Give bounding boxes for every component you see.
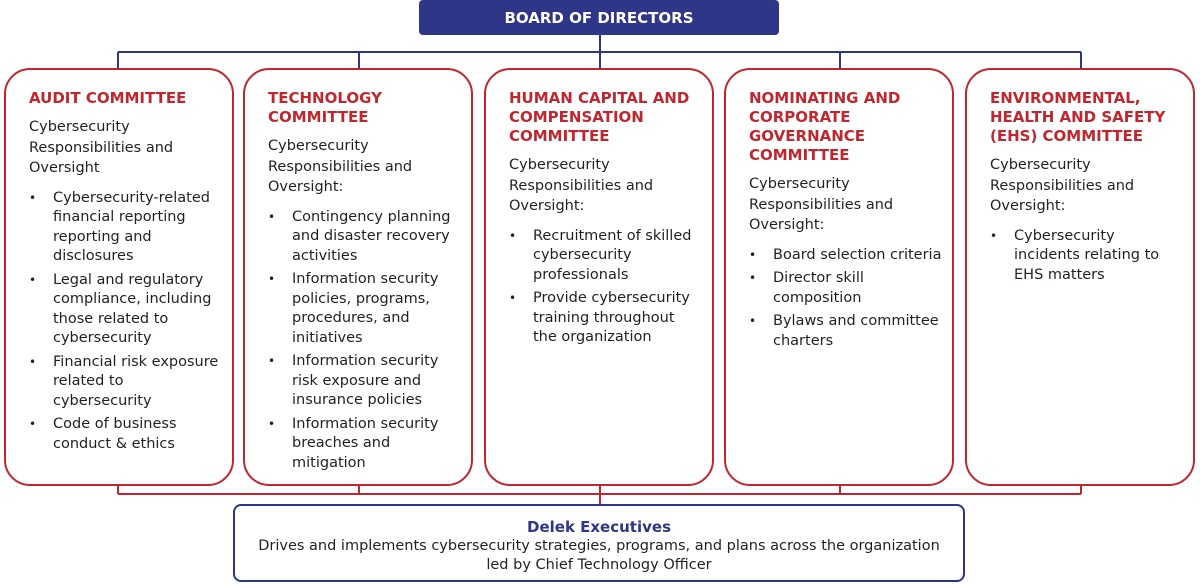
responsibility-item — [749, 246, 942, 266]
responsibility-item — [29, 271, 222, 349]
responsibility-item — [268, 270, 461, 348]
responsibility-item — [749, 312, 942, 351]
responsibility-item — [749, 269, 942, 308]
committee-intro: Cybersecurity Responsibilities and Oversight — [29, 119, 174, 176]
executives-description: Drives and implements cybersecurity strategies, programs, and plans across the organization led by Chief Technology Officer — [258, 538, 940, 573]
committee-intro: Cybersecurity Responsibilities and Oversight: — [509, 157, 654, 214]
board-label: BOARD OF DIRECTORS — [504, 8, 694, 27]
responsibility-item — [268, 415, 461, 474]
responsibility-item — [268, 352, 461, 411]
delek-executives-box — [233, 504, 965, 582]
board-of-directors-box — [419, 0, 779, 35]
bullet-icon: • — [749, 314, 757, 328]
responsibility-text: Information security breaches and mitigation — [292, 415, 439, 471]
responsibility-item — [990, 227, 1183, 286]
responsibility-item — [29, 353, 222, 412]
responsibility-text: Provide cybersecurity training throughout the organization — [533, 290, 690, 345]
responsibility-text: Financial risk exposure related to cybersecurity — [53, 353, 219, 409]
responsibility-text: Information security risk exposure and insurance policies — [292, 353, 439, 408]
committee-title: NOMINATING AND CORPORATE GOVERNANCE COMMITTEE — [749, 89, 901, 164]
audit-committee-box — [4, 68, 234, 486]
bullet-icon: • — [29, 190, 37, 205]
ehs-committee-box — [965, 68, 1195, 486]
responsibility-text: Cybersecurity-related financial reporting reporting and disclosures — [53, 189, 210, 264]
committee-intro: Cybersecurity Responsibilities and Oversight: — [268, 138, 413, 195]
committee-title: TECHNOLOGY COMMITTEE — [268, 89, 382, 126]
responsibility-item — [29, 415, 222, 454]
responsibility-item — [509, 227, 702, 286]
bullet-icon: • — [29, 354, 37, 369]
bullet-icon: • — [268, 416, 276, 431]
committee-intro: Cybersecurity Responsibilities and Oversight: — [749, 176, 894, 233]
responsibility-item — [29, 189, 222, 267]
responsibility-text: Board selection criteria — [773, 246, 942, 263]
responsibility-text: Director skill composition — [773, 270, 864, 306]
responsibility-list — [268, 208, 461, 474]
responsibility-item — [509, 289, 702, 348]
committee-title: HUMAN CAPITAL AND COMPENSATION COMMITTEE — [509, 89, 690, 145]
bullet-icon: • — [990, 228, 998, 243]
bullet-icon: • — [29, 272, 37, 287]
committee-title: ENVIRONMENTAL, HEALTH AND SAFETY (EHS) COMMITTEE — [990, 89, 1166, 145]
human-capital-committee-box — [484, 68, 714, 486]
technology-committee-box — [243, 68, 473, 486]
responsibility-item — [268, 208, 461, 267]
nominating-governance-committee-box — [724, 68, 954, 486]
responsibility-text: Bylaws and committee charters — [773, 313, 939, 349]
bullet-icon: • — [268, 209, 276, 224]
bullet-icon: • — [268, 272, 276, 286]
bullet-icon: • — [509, 228, 517, 243]
responsibility-text: Legal and regulatory compliance, including those related to cybersecurity — [53, 271, 212, 346]
responsibility-text: Contingency planning and disaster recovery activities — [292, 208, 451, 264]
bullet-icon: • — [509, 291, 517, 305]
responsibility-text: Information security policies, programs, procedures, and initiatives — [292, 271, 439, 346]
responsibility-list — [29, 189, 222, 455]
bullet-icon: • — [268, 354, 276, 368]
responsibility-text: Recruitment of skilled cybersecurity professionals — [533, 227, 692, 283]
responsibility-text: Code of business conduct & ethics — [53, 416, 177, 452]
executives-title: Delek Executives — [527, 518, 671, 536]
bullet-icon: • — [749, 271, 757, 285]
bullet-icon: • — [29, 417, 37, 431]
bullet-icon: • — [749, 247, 757, 262]
responsibility-list — [749, 246, 942, 352]
committee-title: AUDIT COMMITTEE — [29, 89, 187, 107]
responsibility-list — [990, 227, 1183, 286]
responsibility-list — [509, 227, 702, 348]
responsibility-text: Cybersecurity incidents relating to EHS matters — [1014, 227, 1160, 283]
committee-intro: Cybersecurity Responsibilities and Oversight: — [990, 157, 1135, 214]
